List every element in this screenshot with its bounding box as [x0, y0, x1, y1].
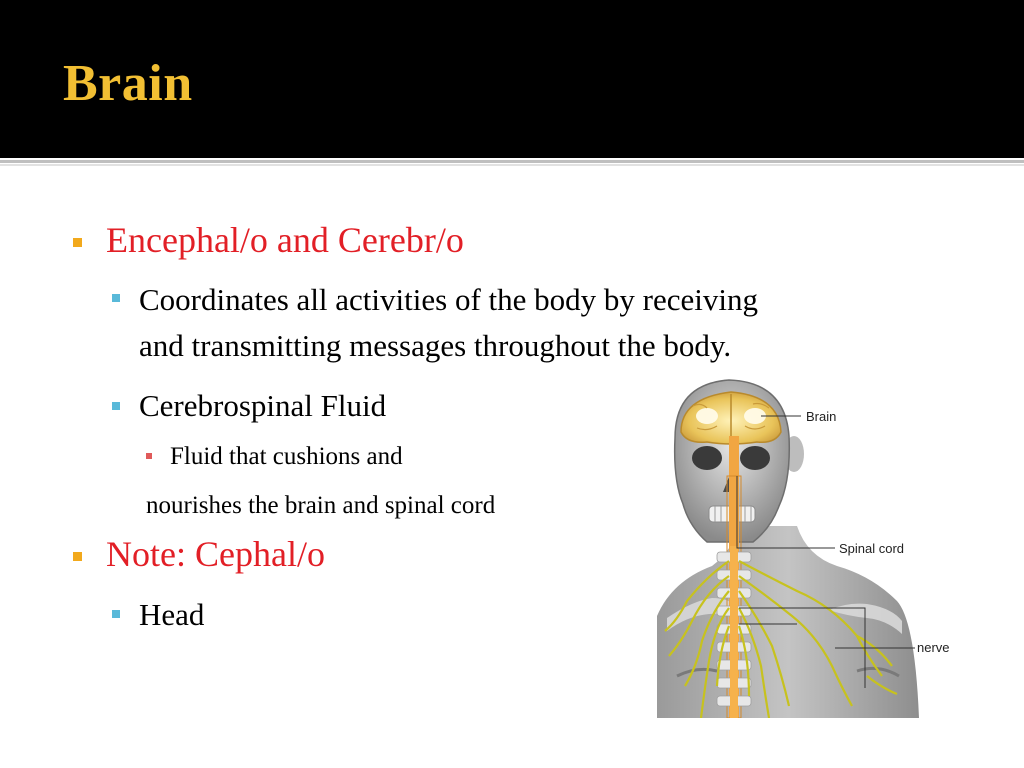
slide-title: Brain	[63, 55, 193, 112]
bullet-square-icon	[73, 238, 82, 247]
label-spinal-cord: Spinal cord	[839, 541, 905, 556]
sub-bullet-square-icon	[112, 402, 120, 410]
sub-sub-bullet-square-icon	[146, 453, 152, 459]
sub-bullet-csf: Cerebrospinal Fluid	[139, 388, 387, 423]
sub-bullet-square-icon	[112, 610, 120, 618]
sub-sub-bullet-fluid: Fluid that cushions and	[170, 443, 403, 470]
sub-bullet-square-icon	[112, 294, 120, 302]
sub-bullet-coordinates: Coordinates all activities of the body by receiving	[139, 282, 758, 317]
bullet-cephalo: Note: Cephal/o	[106, 534, 325, 574]
sub-sub-bullet-fluid-cont: nourishes the brain and spinal cord	[146, 492, 496, 519]
bullet-encephalo: Encephal/o and Cerebr/o	[106, 220, 464, 260]
sub-bullet-coordinates-cont: and transmitting messages throughout the body.	[139, 328, 732, 363]
label-nerve: nerve	[917, 640, 950, 655]
label-brain: Brain	[806, 409, 837, 424]
title-divider	[0, 160, 1024, 163]
nervous-system-illustration	[657, 376, 962, 718]
bullet-square-icon	[73, 552, 82, 561]
sub-bullet-head: Head	[139, 597, 205, 632]
title-divider-light	[0, 164, 1024, 166]
